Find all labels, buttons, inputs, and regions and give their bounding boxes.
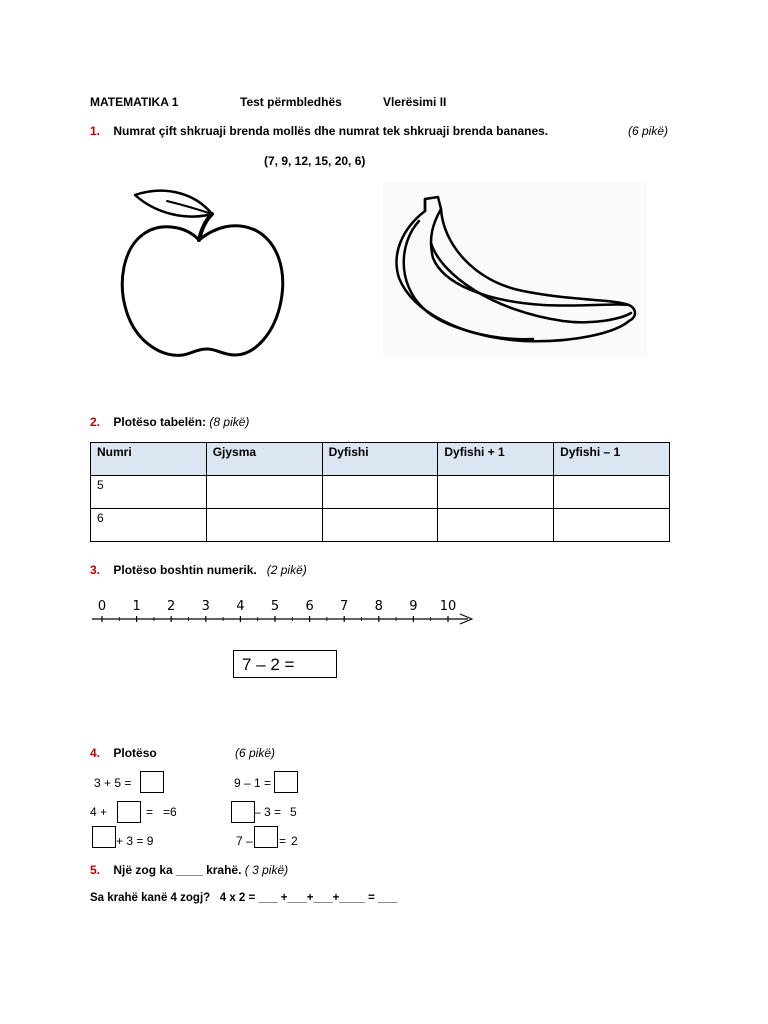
question-1-number: 1.: [90, 124, 101, 138]
question-4: [90, 746, 157, 760]
answer-box[interactable]: [140, 771, 164, 793]
question-3-text: Plotëso boshtin numerik.: [113, 563, 257, 577]
table-cell: 5: [91, 476, 207, 509]
question-1: [90, 124, 548, 138]
question-5: [90, 863, 288, 877]
number-line-label: 3: [201, 599, 210, 614]
question-4-points: (6 pikë): [235, 746, 276, 760]
number-line-label: 0: [97, 599, 107, 614]
question-2-points: (8 pikë): [209, 415, 250, 429]
table-cell[interactable]: [322, 509, 438, 542]
eq-row3-right-c: 2: [291, 834, 298, 848]
equation-box: 7 – 2 =: [233, 650, 337, 678]
number-line-label: 8: [374, 599, 383, 614]
number-line-label: 9: [409, 599, 418, 614]
table-header-cell: Dyfishi + 1: [438, 443, 554, 476]
eq-row2-right-c: 5: [290, 805, 297, 819]
eq-row1-left: 3 + 5 =: [94, 776, 132, 790]
table-header-cell: Dyfishi: [322, 443, 438, 476]
question-5-line2: Sa krahë kanë 4 zogj? 4 x 2 = ___ +___+___+____ = ___: [90, 892, 398, 904]
table-cell[interactable]: [206, 509, 322, 542]
table-cell: 6: [91, 509, 207, 542]
eq-row2-left-b: =: [146, 805, 154, 819]
eq-row2-left-a: 4 +: [90, 805, 108, 819]
answer-box[interactable]: [254, 826, 278, 848]
table-row: [91, 476, 670, 509]
table-cell[interactable]: [322, 476, 438, 509]
question-5-text: Një zog ka ____ krahë.: [113, 863, 242, 877]
number-line-label: 6: [305, 599, 314, 614]
number-line-label: 4: [236, 599, 245, 614]
question-1-numbers: (7, 9, 12, 15, 20, 6): [264, 154, 366, 168]
question-5-number: 5.: [90, 863, 101, 877]
question-2: [90, 415, 249, 429]
eq-row2-left-c: =6: [163, 805, 177, 819]
number-line-label: 1: [132, 599, 141, 614]
question-4-number: 4.: [90, 746, 101, 760]
question-5-points: ( 3 pikë): [244, 863, 289, 877]
number-line-label: 7: [340, 599, 349, 614]
apple-drawing: [115, 183, 295, 368]
number-line-label: 10: [439, 599, 457, 614]
table-cell[interactable]: [438, 509, 554, 542]
question-3-number: 3.: [90, 563, 101, 577]
table-cell[interactable]: [438, 476, 554, 509]
table-header-row: [91, 443, 670, 476]
table-header-cell: Dyfishi – 1: [554, 443, 670, 476]
number-line-label: 2: [167, 599, 176, 614]
answer-box[interactable]: [117, 801, 141, 823]
grade-title: Vlerësimi II: [383, 95, 447, 109]
number-line: [88, 596, 480, 630]
question-1-points: (6 pikë): [628, 124, 669, 138]
table-row: [91, 509, 670, 542]
table-header-cell: Numri: [91, 443, 207, 476]
test-title: Test përmbledhës: [240, 95, 342, 109]
page-header: [90, 95, 178, 109]
numbers-table: [90, 442, 670, 542]
question-4-text: Plotëso: [113, 746, 157, 760]
number-line-label: 5: [270, 599, 280, 614]
banana-drawing: [383, 183, 647, 358]
answer-box[interactable]: [274, 771, 298, 793]
table-cell[interactable]: [206, 476, 322, 509]
table-cell[interactable]: [554, 476, 670, 509]
eq-row1-right: 9 – 1 =: [234, 776, 272, 790]
table-cell[interactable]: [554, 509, 670, 542]
eq-row3-right-a: 7 –: [236, 834, 253, 848]
question-2-number: 2.: [90, 415, 101, 429]
question-3: [90, 563, 307, 577]
question-2-text: Plotëso tabelën:: [113, 415, 207, 429]
eq-row3-left-b: + 3 = 9: [116, 834, 154, 848]
answer-box[interactable]: [92, 826, 116, 848]
eq-row2-right-b: – 3 =: [254, 805, 282, 819]
question-3-points: (2 pikë): [266, 563, 307, 577]
answer-box[interactable]: [231, 801, 255, 823]
subject-title: MATEMATIKA 1: [90, 95, 179, 109]
eq-row3-right-b: =: [279, 834, 287, 848]
question-1-text: Numrat çift shkruaji brenda mollës dhe numrat tek shkruaji brenda bananes.: [113, 124, 549, 138]
table-header-cell: Gjysma: [206, 443, 322, 476]
